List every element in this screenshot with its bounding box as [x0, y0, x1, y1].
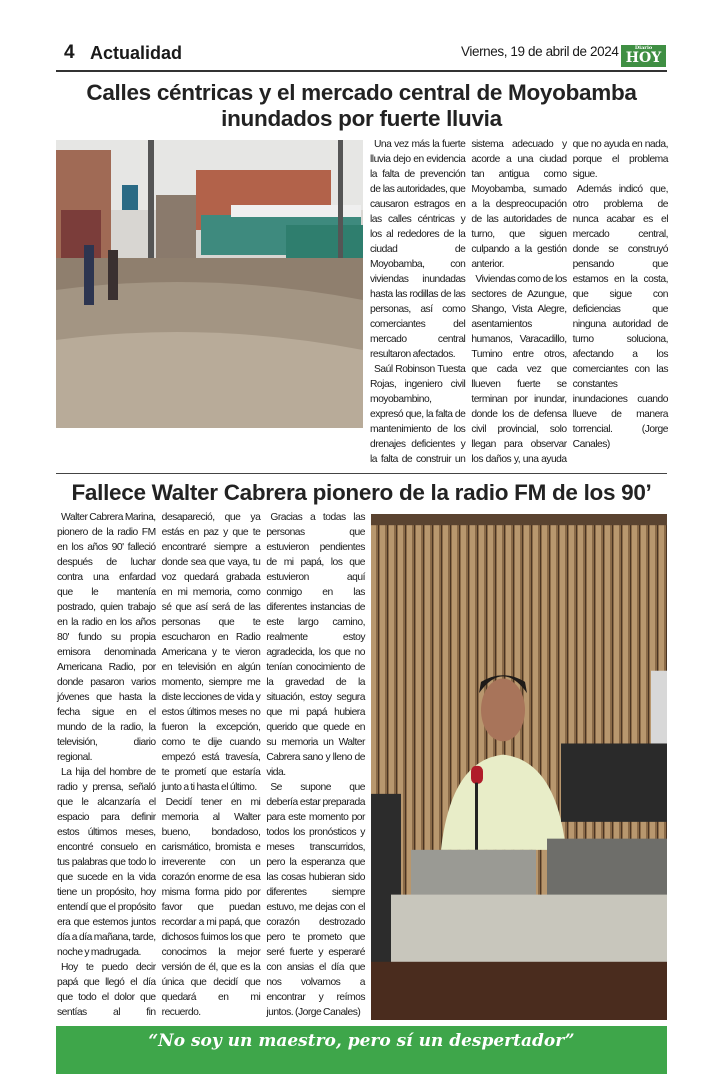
article1-paragraph: Además indicó que, otro problema de nunca acabar es el mercado central, donde se construyó pensando que estamos en la costa, que sigue con deficiencias que ninguna autoridad de turno soluciona, afectando a los comerciantes con las constantes inundaciones cuando llueve de manera torrencial. (Jorge Canales)	[572, 184, 668, 450]
header-divider	[56, 70, 667, 72]
logo-big-text: HOY	[625, 50, 662, 66]
page-number: 4	[64, 42, 75, 63]
quote-banner	[56, 1026, 667, 1074]
flood-street-photo	[56, 140, 363, 467]
article1-paragraph: Saúl Robinson Tuesta Rojas, ingeniero civil moyobambino, expresó que, la falta de mantenimiento de los drenajes deficientes y la falta de construir un sistema adecuado y acorde a una ciudad tan antigua como Moyobamba, sumado a la despreocupación de las autoridades de turno, que siguen culpando a la gestión anterior.	[370, 139, 567, 465]
article2-body	[57, 510, 365, 1020]
section-title: Actualidad	[90, 43, 183, 63]
article1-body	[370, 137, 668, 467]
article2-paragraph: Se supone que debería estar preparada para este momento por todos los pronósticos y meses transcurridos, pero la esperanza que las cosas hubieran sido diferentes siempre estuvo, me dejas con el corazón destrozado pero te prometo que seré fuerte y esperaré con ansias el día que nos volvamos a encontrar y reímos juntos. (Jorge Canales)	[266, 782, 365, 1018]
article2-paragraph: Decidí tener en mi memoria al Walter bueno, bondadoso, carismático, bromista e irreverente con un corazón enorme de esa misma forma pido por favor que puedan recordar a mi papá, que dichosos fuimos los que conocimos la mejor versión de él, que es la única que decidí que quedará en mi recuerdo.	[161, 797, 261, 1018]
article1-paragraph: Viviendas como de los sectores de Azungue, Shango, Vista Alegre, asentamientos humanos, Varacadillo, Tumino entre otros, que cada vez que llueven fuerte se terminan por inundar, donde los de defensa civil provincial, solo llegan para observar los daños y, una ayuda que no ayuda en nada, porque el problema sigue.	[471, 139, 668, 465]
newspaper-logo	[621, 45, 666, 67]
banner-quote: “No soy un maestro, pero sí un despertador”	[148, 1031, 575, 1051]
article2-paragraph: Hoy te puedo decir papá que llegó el día que todo el dolor que sentías al fin desapareció, que ya estás en paz y que te encontraré siempre a donde sea que vaya, tu voz quedará grabada en mi memoria, como sé que así será de las personas que te escucharon en Radio Americana y te vieron en televisión en algún momento, siempre me diste lecciones de vida y estos últimos meses no fueron la excepción, como te dije cuando empezó está travesía, te prometí que estaría junto a ti hasta el último.	[57, 512, 261, 1018]
article2-paragraph: La hija del hombre de radio y prensa, señaló que le alcanzaría el espacio para definir estos últimos meses, encontré consuelo en tus palabras que todo lo que sucede en la vida tiene un propósito, hoy entendí que el propósito era que estemos juntos día a día mañana, tarde, noche y madrugada.	[57, 767, 156, 958]
article1-paragraph: Una vez más la fuerte lluvia dejo en evidencia la falta de prevención de las autoridades, que causaron estragos en las calles céntricas y los al rededores de la ciudad de Moyobamba, con viviendas inundadas hasta las rodillas de las personas, así como comerciantes del mercado central resultaron afectados.	[370, 139, 466, 360]
radio-studio-photo	[371, 514, 667, 1020]
article2-paragraph: Walter Cabrera Marina, pionero de la radio FM en los años 90' falleció después de luchar contra una enfardad que le mantenía postrado, quien trabajo en la radio en los años 80' fundo su propia emisora denominada Americana Radio, por donde pasaron varios jóvenes que hasta la fecha sigue en el mundo de la radio, la televisión, diario regional.	[57, 512, 156, 763]
issue-date: Viernes, 19 de abril de 2024	[461, 44, 619, 59]
article2-headline: Fallece Walter Cabrera pionero de la radio FM de los 90’	[71, 480, 652, 505]
logo-small-text: Diario	[634, 45, 653, 51]
article2-paragraph: Gracias a todas las personas que estuvieron pendientes de mi papá, los que estuvieron aquí conmigo en las diferentes instancias de este largo camino, realmente estoy agradecida, los que no tenían conocimiento de la gravedad de la situación, estoy segura que mi papá hubiera querido que quede en su memoria un Walter Cabrera sano y lleno de vida.	[266, 512, 365, 778]
article-divider	[56, 473, 667, 474]
article1-headline: Calles céntricas y el mercado central de Moyobamba inundados por fuerte lluvia	[86, 80, 637, 131]
